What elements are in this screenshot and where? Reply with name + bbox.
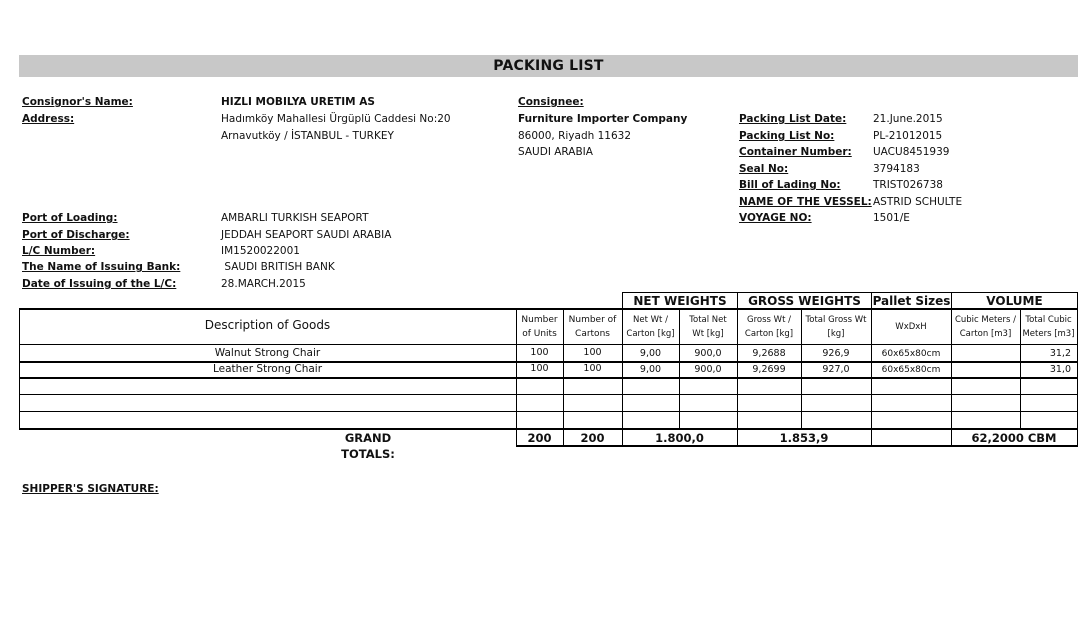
table-border	[19, 411, 1078, 412]
table-border	[19, 308, 1078, 310]
row-net-total: 900,0	[694, 364, 722, 375]
row-cbm-total: 31,0	[1049, 364, 1071, 375]
total-volume: 62,2000 CBM	[971, 431, 1057, 445]
shipping-label: The Name of Issuing Bank:	[22, 261, 181, 273]
group-net-weights: NET WEIGHTS	[622, 292, 737, 308]
total-cartons: 200	[580, 431, 605, 445]
address-label: Address:	[22, 113, 75, 125]
consignee-line-2: SAUDI ARABIA	[518, 146, 593, 158]
detail-value: 21.June.2015	[873, 113, 943, 125]
shipping-value: IM1520022001	[221, 245, 300, 257]
column-header-cbm-per-carton: Cubic Meters / Carton [m3]	[954, 315, 1017, 339]
detail-label: Seal No:	[739, 163, 789, 175]
shipping-value: 28.MARCH.2015	[221, 278, 306, 290]
row-units: 100	[530, 363, 549, 374]
column-header-pallet: WxDxH	[895, 322, 927, 332]
shipping-label: Port of Loading:	[22, 212, 118, 224]
column-header-gross-total: Total Gross Wt [kg]	[805, 315, 867, 339]
consignee-line-1: 86000, Riyadh 11632	[518, 130, 631, 142]
column-header-cbm-total: Total Cubic Meters [m3]	[1022, 315, 1075, 339]
row-cartons: 100	[583, 363, 602, 374]
row-cartons: 100	[583, 347, 602, 358]
detail-label: NAME OF THE VESSEL:	[739, 196, 872, 208]
detail-value: UACU8451939	[873, 146, 950, 158]
row-net-per-carton: 9,00	[639, 364, 662, 375]
detail-value: 1501/E	[873, 212, 910, 224]
address-line-1: Hadımköy Mahallesi Ürgüplü Caddesi No:20	[221, 113, 451, 125]
detail-label: Packing List Date:	[739, 113, 847, 125]
row-gross-per-carton: 9,2699	[752, 364, 786, 375]
row-cbm-total: 31,2	[1049, 348, 1071, 359]
total-gross-weight: 1.853,9	[779, 431, 829, 445]
row-description: Leather Strong Chair	[212, 363, 323, 375]
table-border	[1077, 308, 1078, 447]
consignee-label: Consignee:	[518, 96, 584, 108]
column-header-cartons: Number of Cartons	[568, 315, 617, 339]
group-volume: VOLUME	[951, 292, 1078, 308]
shipping-label: Port of Discharge:	[22, 229, 130, 241]
shipping-label: Date of Issuing of the L/C:	[22, 278, 177, 290]
row-pallet: 60x65x80cm	[881, 349, 941, 359]
detail-label: Container Number:	[739, 146, 852, 158]
detail-label: VOYAGE NO:	[739, 212, 812, 224]
row-description: Walnut Strong Chair	[214, 347, 321, 359]
shipping-label: L/C Number:	[22, 245, 96, 257]
table-border	[19, 344, 1078, 345]
detail-label: Bill of Lading No:	[739, 179, 841, 191]
column-header-units: Number of Units	[521, 315, 558, 339]
detail-value: PL-21012015	[873, 130, 943, 142]
row-pallet: 60x65x80cm	[881, 365, 941, 375]
detail-value: TRIST026738	[873, 179, 943, 191]
row-gross-per-carton: 9,2688	[752, 348, 786, 359]
shipping-value: JEDDAH SEAPORT SAUDI ARABIA	[221, 229, 392, 241]
page-title: PACKING LIST	[19, 55, 1078, 77]
row-gross-total: 926,9	[822, 348, 850, 359]
address-line-2: Arnavutköy / İSTANBUL - TURKEY	[221, 130, 394, 142]
table-border	[19, 394, 1078, 395]
shipping-value: AMBARLI TURKISH SEAPORT	[221, 212, 369, 224]
column-header-net-total: Total Net Wt [kg]	[689, 315, 727, 339]
detail-value: 3794183	[873, 163, 920, 175]
group-pallet-sizes: Pallet Sizes	[872, 294, 951, 308]
consignee-name: Furniture Importer Company	[518, 113, 688, 125]
column-header-net-per-carton: Net Wt / Carton [kg]	[626, 315, 675, 339]
total-units: 200	[527, 431, 552, 445]
consignor-name-label: Consignor's Name:	[22, 96, 133, 108]
row-units: 100	[530, 347, 549, 358]
consignor-name: HIZLI MOBILYA URETIM AS	[221, 96, 375, 108]
table-border	[19, 377, 1078, 379]
total-net-weight: 1.800,0	[655, 431, 704, 445]
column-header-gross-per-carton: Gross Wt / Carton [kg]	[744, 315, 794, 339]
row-net-per-carton: 9,00	[639, 348, 662, 359]
group-gross-weights: GROSS WEIGHTS	[737, 292, 871, 308]
detail-value: ASTRID SCHULTE	[873, 196, 963, 208]
detail-label: Packing List No:	[739, 130, 835, 142]
shipper-signature-label: SHIPPER'S SIGNATURE:	[22, 483, 159, 495]
row-net-total: 900,0	[694, 348, 722, 359]
column-header-description: Description of Goods	[204, 318, 331, 332]
shipping-value: SAUDI BRITISH BANK	[221, 261, 335, 273]
grand-totals-label: GRAND TOTALS:	[341, 431, 395, 461]
row-gross-total: 927,0	[822, 364, 850, 375]
